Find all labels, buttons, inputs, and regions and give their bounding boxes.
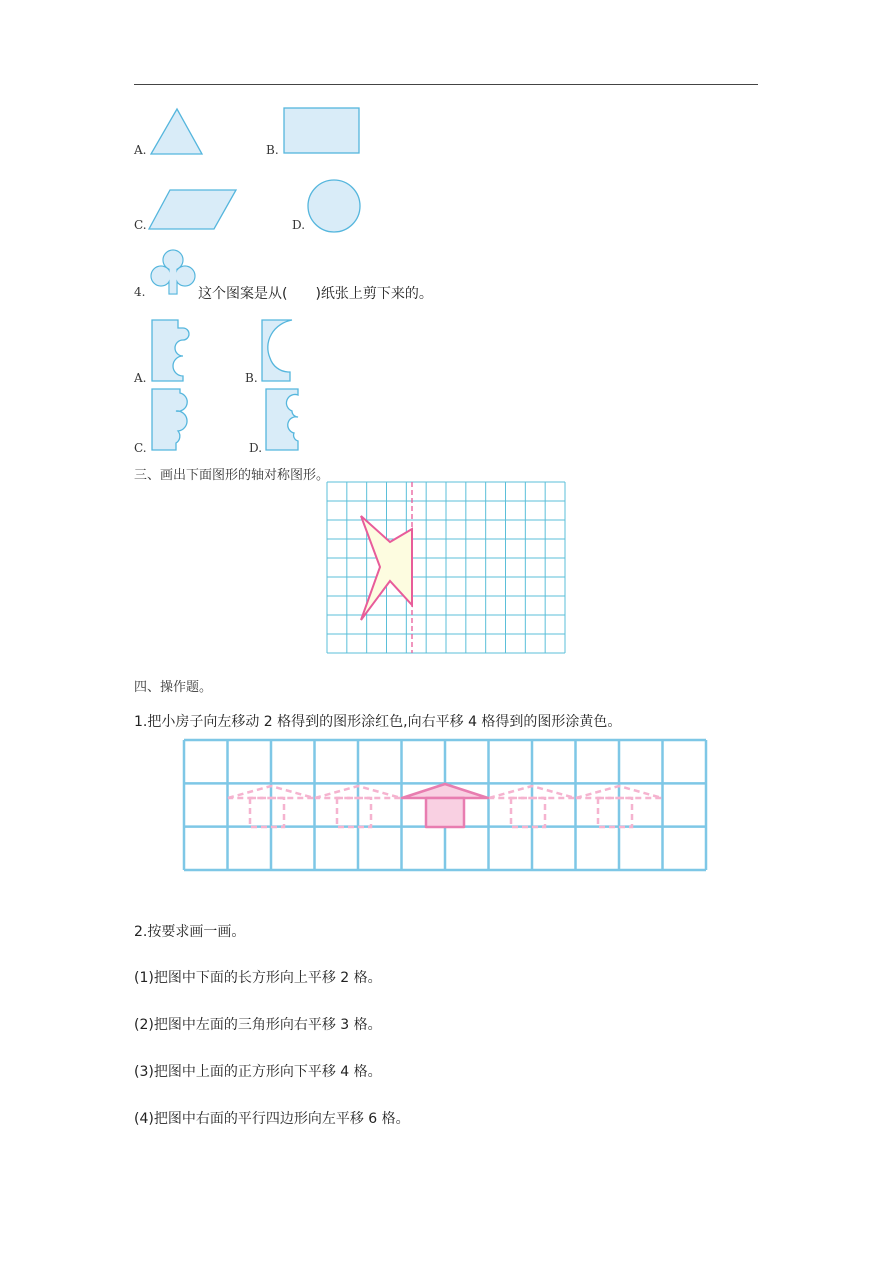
- q2-instruction: 2.按要求画一画。: [134, 924, 246, 940]
- q4-option-a-paper: [150, 318, 188, 384]
- q4-option-b-label: B.: [245, 371, 258, 385]
- option-c-label: C.: [134, 218, 147, 232]
- club-cutout-icon: [150, 248, 196, 298]
- q2-item-2: (2)把图中左面的三角形向右平移 3 格。: [134, 1017, 382, 1033]
- q4-option-c-paper: [150, 387, 190, 453]
- circle-shape: [306, 178, 362, 234]
- symmetry-grid: [327, 482, 567, 654]
- q1-instruction: 1.把小房子向左移动 2 格得到的图形涂红色,向右平移 4 格得到的图形涂黄色。: [134, 714, 622, 730]
- small-house: [402, 784, 488, 827]
- option-a-label: A.: [134, 143, 147, 157]
- section4-heading: 四、操作题。: [134, 680, 213, 695]
- q4-option-a-label: A.: [134, 371, 147, 385]
- translation-grid: [184, 740, 708, 872]
- triangle-shape: [150, 108, 204, 156]
- q2-item-3: (3)把图中上面的正方形向下平移 4 格。: [134, 1064, 382, 1080]
- q4-option-d-label: D.: [249, 441, 263, 455]
- section3-heading: 三、画出下面图形的轴对称图形。: [134, 468, 330, 483]
- option-d-label: D.: [292, 218, 306, 232]
- parallelogram-shape: [148, 189, 238, 231]
- q2-item-4: (4)把图中右面的平行四边形向左平移 6 格。: [134, 1111, 410, 1127]
- top-rule: [134, 84, 758, 85]
- q4-prompt: 这个图案是从( )纸张上剪下来的。: [198, 286, 433, 302]
- q4-option-c-label: C.: [134, 441, 147, 455]
- q4-option-d-paper: [264, 387, 302, 453]
- rectangle-shape: [283, 107, 361, 155]
- q4-option-b-paper: [260, 318, 298, 384]
- q4-number: 4.: [134, 285, 146, 299]
- q2-item-1: (1)把图中下面的长方形向上平移 2 格。: [134, 970, 382, 986]
- option-b-label: B.: [266, 143, 279, 157]
